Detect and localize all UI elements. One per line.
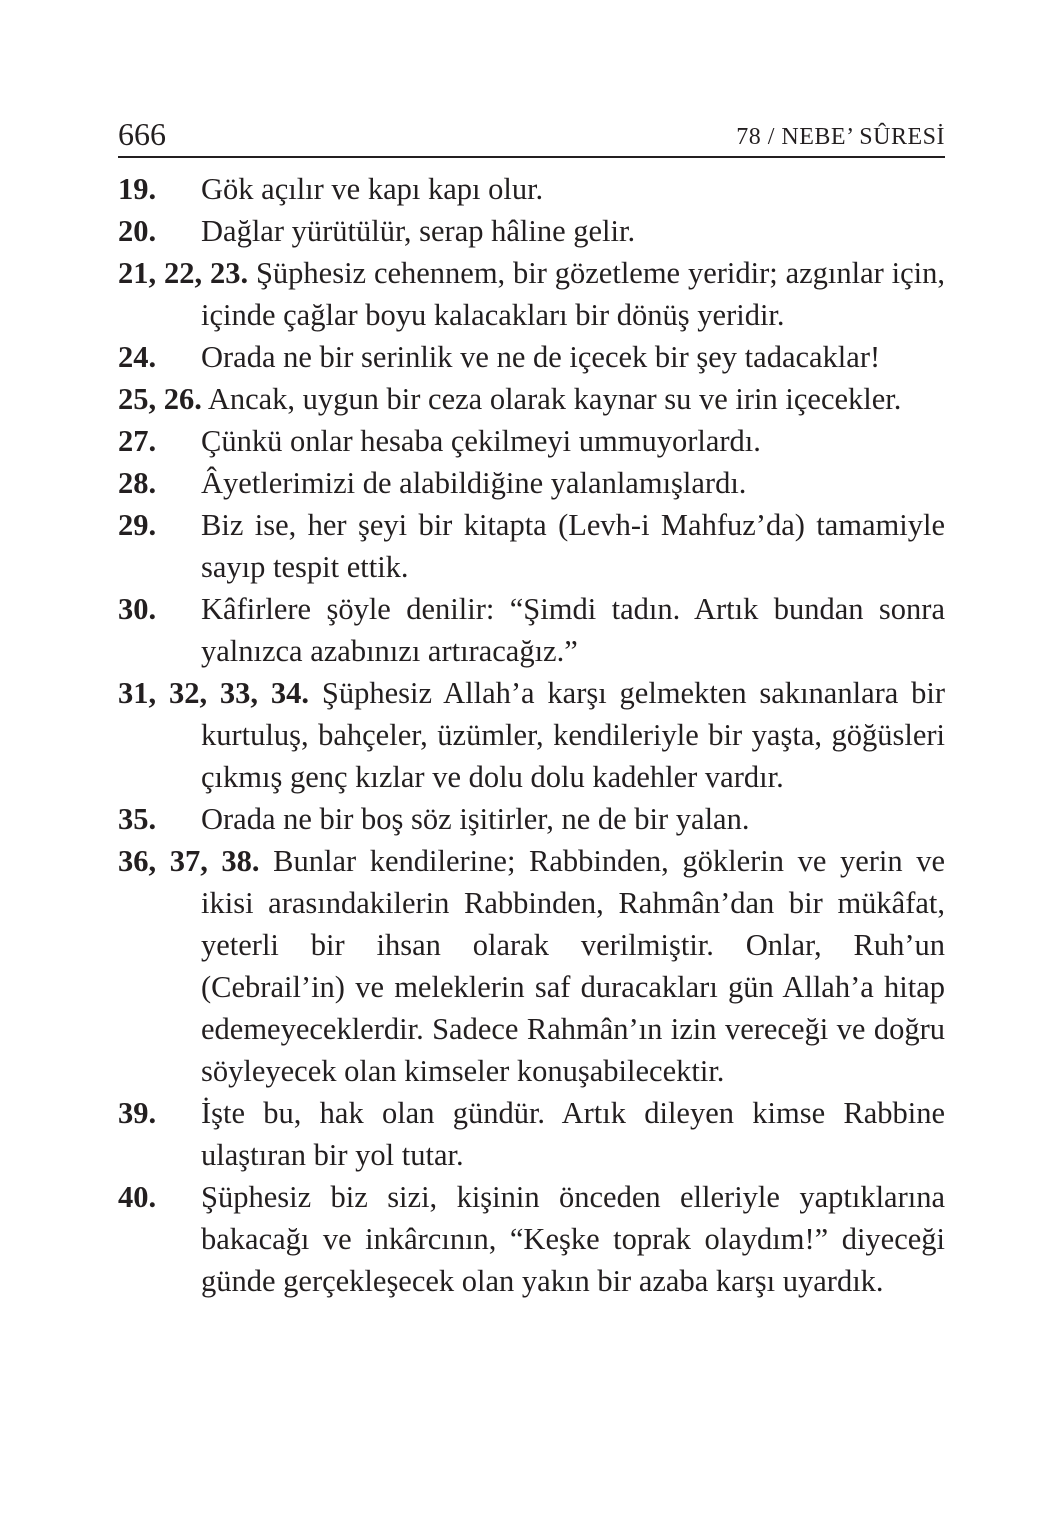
verse-text: İşte bu, hak olan gündür. Artık dileyen kimse Rabbine ulaştıran bir yol tutar.: [201, 1096, 945, 1172]
verse-text: Çünkü onlar hesaba çekilmeyi ummuyorlardı.: [201, 424, 761, 458]
verse-text: Orada ne bir serinlik ve ne de içecek bir şey tadacaklar!: [201, 340, 881, 374]
verse-number: 28.: [118, 466, 157, 500]
page-header: [118, 114, 945, 158]
verse-item: [118, 420, 945, 462]
verse-item: [118, 840, 945, 1092]
verse-item: [118, 168, 945, 210]
verse-text: Kâfirlere şöyle denilir: “Şimdi tadın. Artık bundan sonra yalnızca azabınızı artıracağız.”: [201, 592, 945, 668]
verse-number: 27.: [118, 424, 157, 458]
verse-item: [118, 252, 945, 336]
verse-number: 39.: [118, 1096, 157, 1130]
verse-number: 35.: [118, 802, 157, 836]
verse-text: Orada ne bir boş söz işitirler, ne de bir yalan.: [201, 802, 750, 836]
verse-item: [118, 336, 945, 378]
verse-text: Bunlar kendilerine; Rabbinden, göklerin ve yerin ve ikisi arasındakilerin Rabbinden, Rahmân’dan bir mükâfat, yeterli bir ihsan olarak verilmiştir. Onlar, Ruh’un (Cebrail’in) ve meleklerin saf duracakları gün Allah’a hitap edemeyeceklerdir. Sadece Rahmân’ın izin vereceği ve doğru söyleyecek olan kimseler konuşabilecektir.: [201, 844, 946, 1088]
verse-number: 20.: [118, 214, 157, 248]
verse-number: 29.: [118, 508, 157, 542]
verse-item: [118, 378, 945, 420]
verse-number: 36, 37, 38.: [118, 844, 260, 878]
verse-number: 31, 32, 33, 34.: [118, 676, 310, 710]
verse-item: [118, 1176, 945, 1302]
verse-text: Gök açılır ve kapı kapı olur.: [201, 172, 544, 206]
verse-item: [118, 210, 945, 252]
verse-item: [118, 1092, 945, 1176]
page-number: 666: [118, 116, 166, 152]
verse-number: 19.: [118, 172, 157, 206]
verse-item: [118, 798, 945, 840]
verse-text: Âyetlerimizi de alabildiğine yalanlamışlardı.: [201, 466, 747, 500]
verse-item: [118, 588, 945, 672]
verse-item: [118, 672, 945, 798]
verse-number: 24.: [118, 340, 157, 374]
verse-number: 25, 26.: [118, 382, 202, 416]
verse-list: [118, 168, 945, 1302]
verse-text: Şüphesiz Allah’a karşı gelmekten sakınanlara bir kurtuluş, bahçeler, üzümler, kendileriyle bir yaşta, göğüsleri çıkmış genç kızlar ve dolu dolu kadehler vardır.: [201, 676, 946, 794]
verse-text: Ancak, uygun bir ceza olarak kaynar su ve irin içecekler.: [207, 382, 902, 416]
verse-number: 21, 22, 23.: [118, 256, 249, 290]
running-title: 78 / NEBE’ SÛRESİ: [736, 124, 945, 150]
verse-text: Şüphesiz biz sizi, kişinin önceden elleriyle yaptıklarına bakacağı ve inkârcının, “Keşke toprak olaydım!” diyeceği günde gerçekleşecek olan yakın bir azaba karşı uyardık.: [201, 1180, 945, 1298]
verse-number: 40.: [118, 1180, 157, 1214]
verse-item: [118, 504, 945, 588]
verse-text: Şüphesiz cehennem, bir gözetleme yeridir; azgınlar için, içinde çağlar boyu kalacakları bir dönüş yeridir.: [201, 256, 946, 332]
verse-item: [118, 462, 945, 504]
verse-text: Dağlar yürütülür, serap hâline gelir.: [201, 214, 636, 248]
verse-text: Biz ise, her şeyi bir kitapta (Levh-i Mahfuz’da) tamamiyle sayıp tespit ettik.: [201, 508, 945, 584]
verse-number: 30.: [118, 592, 157, 626]
